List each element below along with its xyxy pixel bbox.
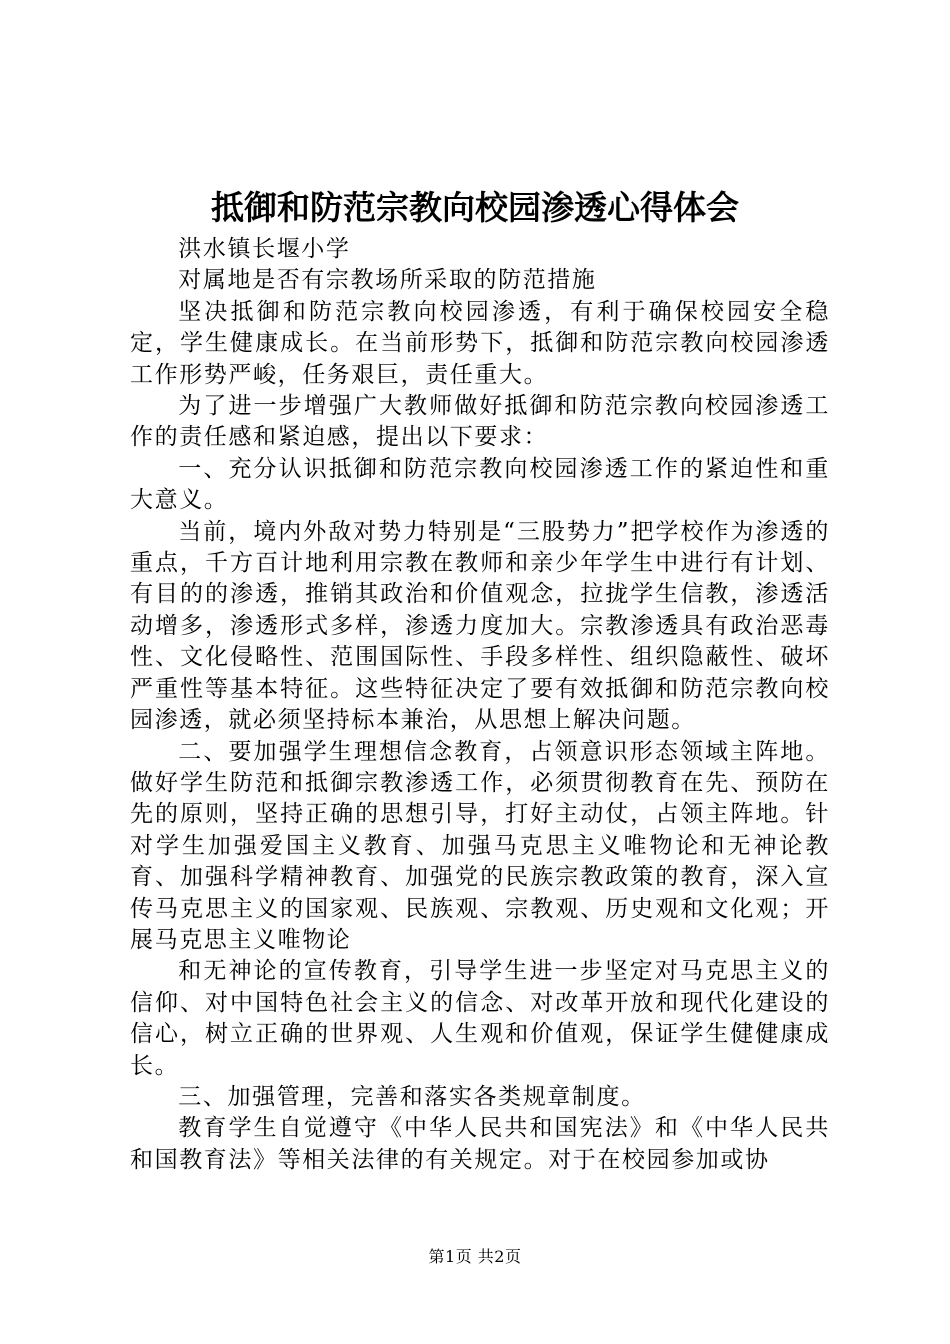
page-footer: 第1页 共2页	[428, 1247, 522, 1266]
document-body	[130, 234, 830, 1176]
paragraph: 当前，境内外敌对势力特别是“三股势力”把学校作为渗透的重点，千方百计地利用宗教在教师和亲少年学生中进行有计划、有目的的渗透，推销其政治和价值观念，拉拢学生信教，渗透活动增多，渗透形式多样，渗透力度加大。宗教渗透具有政治恶毒性、文化侵略性、范围国际性、手段多样性、组织隐蔽性、破坏严重性等基本特征。这些特征决定了要有效抵御和防范宗教向校园渗透，就必须坚持标本兼治，从思想上解决问题。	[130, 518, 830, 734]
section-heading-2: 二、要加强学生理想信念教育，占领意识形态领域主阵地。做好学生防范和抵御宗教渗透工作，必须贯彻教育在先、预防在先的原则，坚持正确的思想引导，打好主动仗，占领主阵地。针对学生加强爱国主义教育、加强马克思主义唯物论和无神论教育、加强科学精神教育、加强党的民族宗教政策的教育，深入宣传马克思主义的国家观、民族观、宗教观、历史观和文化观；开展马克思主义唯物论	[130, 738, 830, 953]
paragraph: 教育学生自觉遵守《中华人民共和国宪法》和《中华人民共和国教育法》等相关法律的有关规定。对于在校园参加或协	[130, 1115, 830, 1173]
document-title: 抵御和防范宗教向校园渗透心得体会	[211, 188, 739, 227]
author-line: 洪水镇长堰小学	[178, 236, 351, 262]
paragraph: 为了进一步增强广大教师做好抵御和防范宗教向校园渗透工作的责任感和紧迫感，提出以下要求：	[130, 393, 830, 451]
paragraph: 坚决抵御和防范宗教向校园渗透，有利于确保校园安全稳定，学生健康成长。在当前形势下，抵御和防范宗教向校园渗透工作形势严峻，任务艰巨，责任重大。	[130, 298, 830, 388]
subtitle-line: 对属地是否有宗教场所采取的防范措施	[178, 267, 597, 294]
section-heading-1: 一、充分认识抵御和防范宗教向校园渗透工作的紧迫性和重大意义。	[130, 455, 830, 514]
section-heading-3: 三、加强管理，完善和落实各类规章制度。	[178, 1083, 646, 1110]
paragraph: 和无神论的宣传教育，引导学生进一步坚定对马克思主义的信仰、对中国特色社会主义的信念、对改革开放和现代化建设的信心，树立正确的世界观、人生观和价值观，保证学生健健康成长。	[130, 958, 830, 1079]
